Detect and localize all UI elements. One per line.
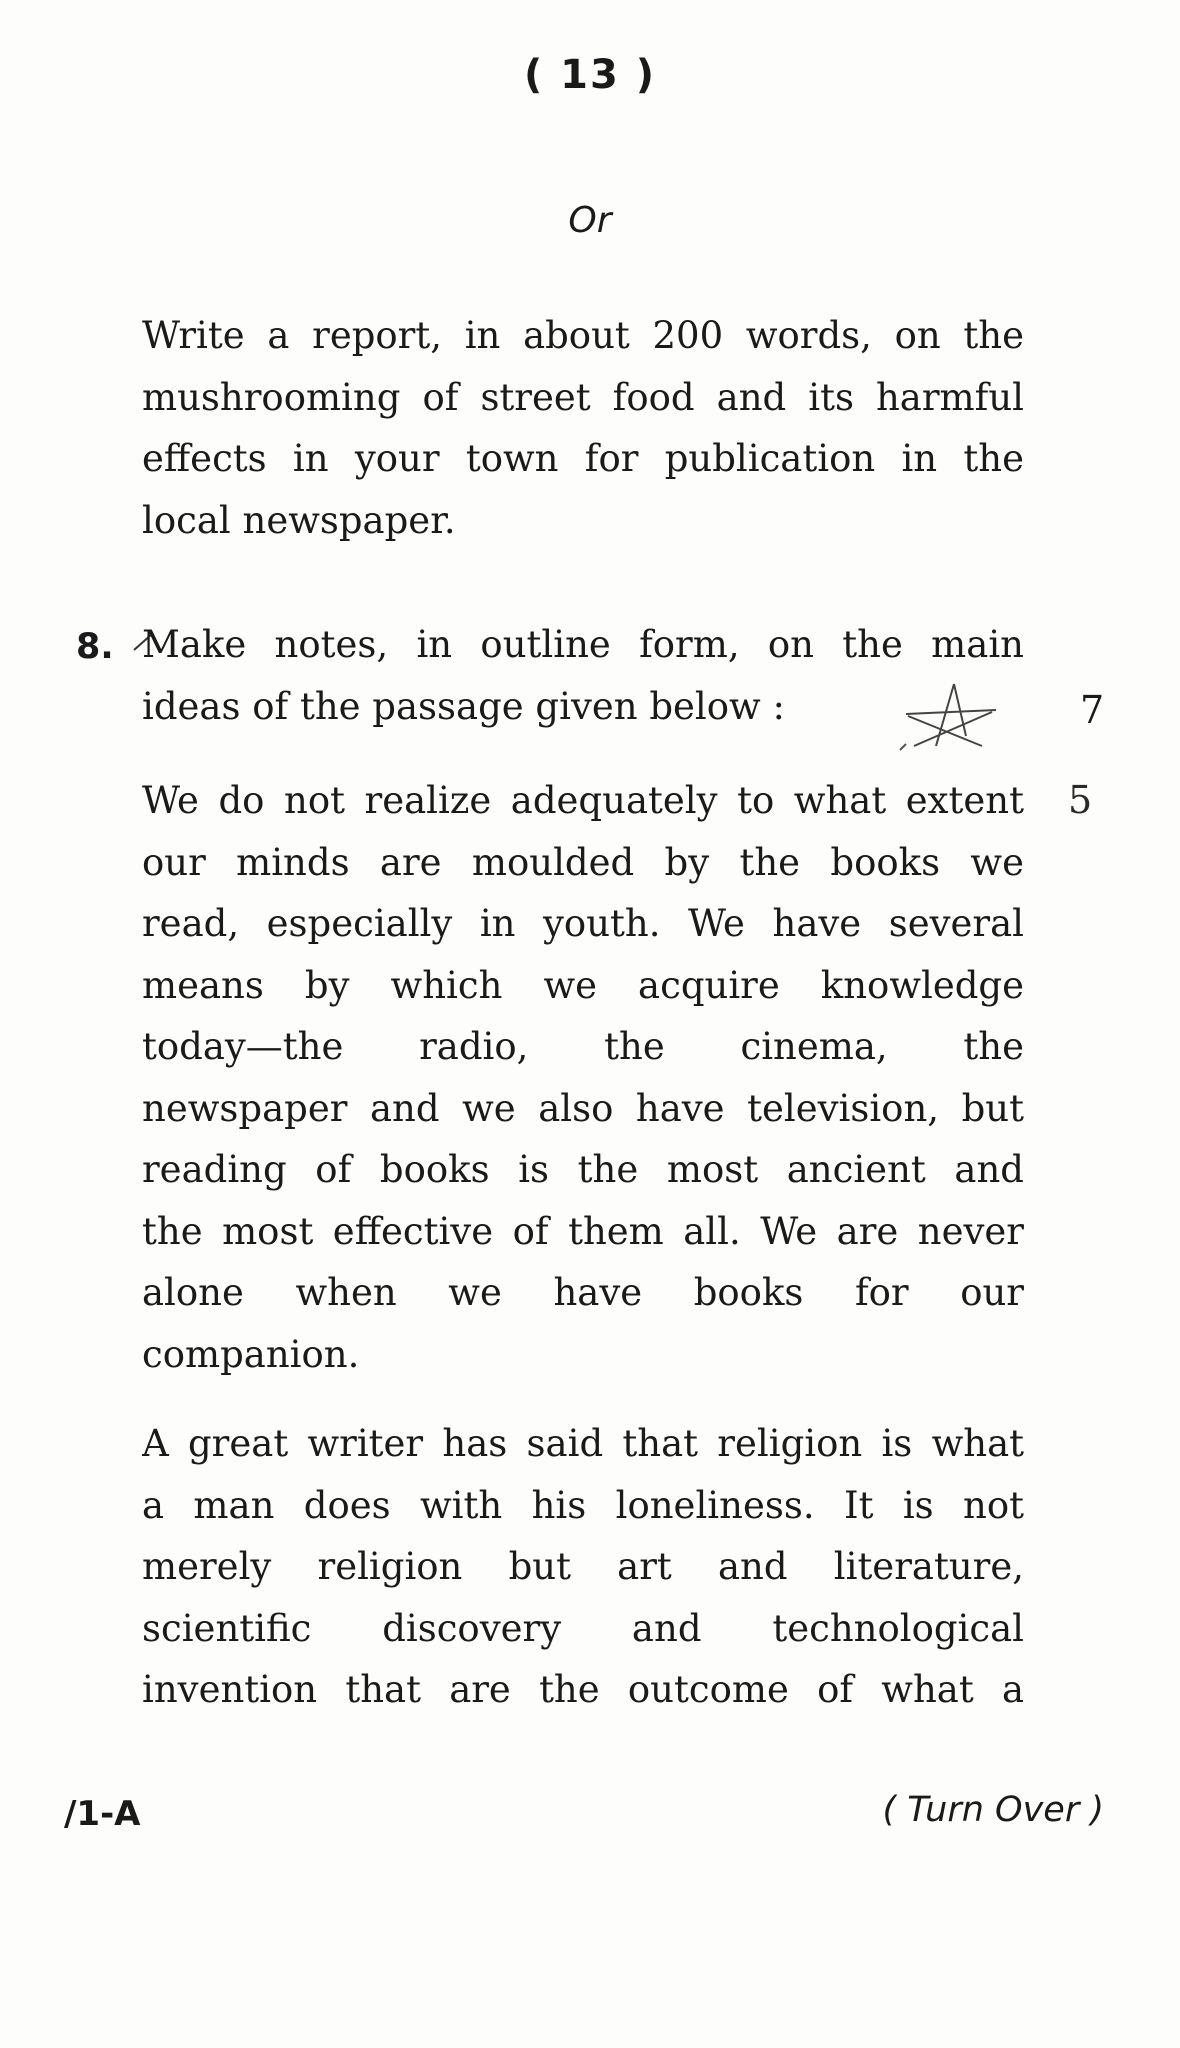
passage-line: companion. [142,1332,360,1376]
passage-paragraph-1 [142,770,1024,1385]
passage-line: merely religion but art and literature, [142,1545,1024,1588]
passage-paragraph-2 [142,1413,1024,1721]
passage-line: means by which we acquire knowledge [142,963,1024,1007]
passage-line: scientific discovery and technological [142,1606,1024,1650]
question-marks: 7 [1080,688,1105,732]
passage-line: invention that are the outcome of what a [142,1668,1024,1711]
report-line: local newspaper. [142,498,456,542]
question-8-prompt [142,614,1024,737]
paper-code: /1-A [64,1794,141,1834]
passage-line: read, especially in youth. We have several [142,902,1024,945]
report-line: mushrooming of street food and its harmful [142,375,1024,419]
prompt-line: Make notes, in outline form, on the main [142,623,1024,666]
passage-line: We do not realize adequately to what extent [142,779,1024,822]
passage-line: reading of books is the most ancient and [142,1148,1024,1191]
prompt-line: ideas of the passage given below : [142,684,785,728]
report-line: effects in your town for publication in the [142,437,1024,480]
passage-line: the most effective of them all. We are never [142,1209,1024,1253]
handwritten-mark: 5 [1068,778,1093,822]
question-number: 8. [76,627,114,667]
page-number: ( 13 ) [523,52,657,98]
star-scribble-icon [896,676,1006,766]
or-label: Or [568,200,612,241]
passage-line: alone when we have books for our [142,1271,1024,1314]
turn-over-label: ( Turn Over ) [882,1790,1104,1830]
passage-line: today—the radio, the cinema, the [142,1025,1024,1068]
passage-line: newspaper and we also have television, but [142,1086,1024,1130]
passage-line: A great writer has said that religion is what [142,1422,1024,1465]
passage-line: our minds are moulded by the books we [142,840,1024,884]
passage-line: a man does with his loneliness. It is not [142,1483,1024,1527]
report-line: Write a report, in about 200 words, on the [142,314,1024,357]
report-question [142,305,1024,551]
